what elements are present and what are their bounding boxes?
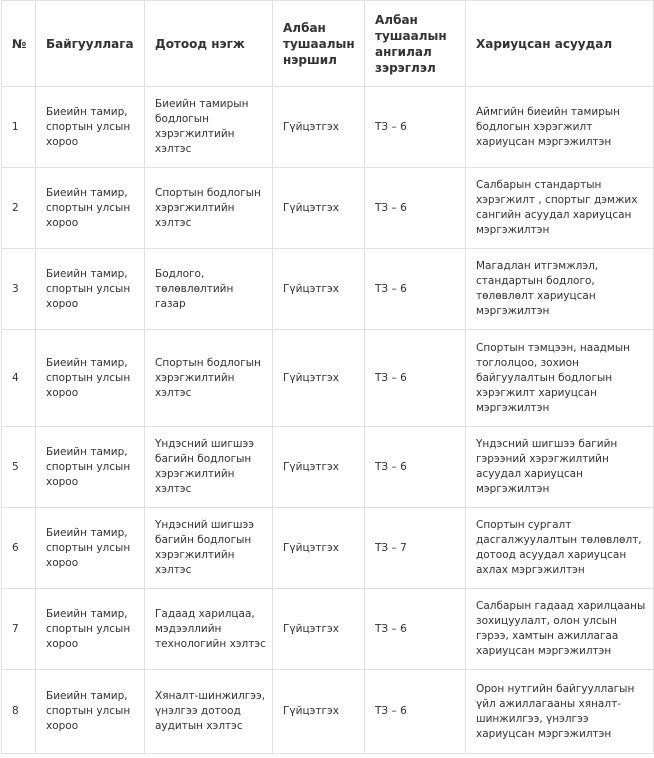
cell-internal-unit: Биеийн тамирын бодлогын хэрэгжилтийн хэлтэс [145, 87, 273, 168]
header-row [2, 1, 654, 87]
table-body [2, 87, 654, 754]
cell-number: 1 [2, 87, 36, 168]
cell-number: 3 [2, 249, 36, 330]
cell-responsibility: Спортын тэмцээн, наадмын тоглолцоо, зохион байгуулалтын бодлогын хэрэгжилт хариуцсан мэргэжилтэн [466, 330, 654, 427]
cell-position-grade: ТЗ – 6 [365, 427, 466, 508]
table-row [2, 330, 654, 427]
header-position-name: Албан тушаалын нэршил [273, 1, 365, 87]
table-row [2, 249, 654, 330]
table-row [2, 589, 654, 670]
table-row [2, 427, 654, 508]
cell-position-grade: ТЗ – 6 [365, 87, 466, 168]
cell-responsibility: Спортын сургалт дасгалжуулалтын төлөвлөлт, дотоод асуудал хариуцсан ахлах мэргэжилтэн [466, 508, 654, 589]
cell-number: 4 [2, 330, 36, 427]
table-row [2, 87, 654, 168]
cell-internal-unit: Спортын бодлогын хэрэгжилтийн хэлтэс [145, 168, 273, 249]
cell-position-name: Гүйцэтгэх [273, 589, 365, 670]
cell-number: 5 [2, 427, 36, 508]
cell-position-name: Гүйцэтгэх [273, 508, 365, 589]
cell-position-grade: ТЗ – 6 [365, 589, 466, 670]
cell-number: 6 [2, 508, 36, 589]
cell-position-name: Гүйцэтгэх [273, 670, 365, 754]
cell-position-name: Гүйцэтгэх [273, 427, 365, 508]
header-position-grade: Албан тушаалын ангилал зэрэглэл [365, 1, 466, 87]
cell-internal-unit: Үндэсний шигшээ багийн бодлогын хэрэгжилтийн хэлтэс [145, 508, 273, 589]
cell-position-grade: ТЗ – 7 [365, 508, 466, 589]
cell-responsibility: Үндэсний шигшээ багийн гэрээний хэрэгжилтийн асуудал хариуцсан мэргэжилтэн [466, 427, 654, 508]
header-responsibility: Хариуцсан асуудал [466, 1, 654, 87]
cell-internal-unit: Үндэсний шигшээ багийн бодлогын хэрэгжилтийн хэлтэс [145, 427, 273, 508]
cell-position-grade: ТЗ – 6 [365, 670, 466, 754]
cell-number: 7 [2, 589, 36, 670]
cell-position-name: Гүйцэтгэх [273, 330, 365, 427]
table-row [2, 508, 654, 589]
header-organization: Байгууллага [36, 1, 145, 87]
positions-table [1, 0, 654, 754]
cell-position-grade: ТЗ – 6 [365, 249, 466, 330]
cell-position-name: Гүйцэтгэх [273, 87, 365, 168]
cell-responsibility: Орон нутгийн байгууллагын үйл ажиллагааны хяналт- шинжилгээ, үнэлгээ хариуцсан мэргэжилтэн [466, 670, 654, 754]
cell-organization: Биеийн тамир, спортын улсын хороо [36, 330, 145, 427]
table-header [2, 1, 654, 87]
cell-internal-unit: Хяналт-шинжилгээ, үнэлгээ дотоод аудитын хэлтэс [145, 670, 273, 754]
cell-position-grade: ТЗ – 6 [365, 330, 466, 427]
cell-responsibility: Аймгийн биеийн тамирын бодлогын хэрэгжилт хариуцсан мэргэжилтэн [466, 87, 654, 168]
cell-organization: Биеийн тамир, спортын улсын хороо [36, 249, 145, 330]
cell-organization: Биеийн тамир, спортын улсын хороо [36, 87, 145, 168]
header-number: № [2, 1, 36, 87]
table-row [2, 670, 654, 754]
cell-position-name: Гүйцэтгэх [273, 249, 365, 330]
cell-organization: Биеийн тамир, спортын улсын хороо [36, 168, 145, 249]
cell-organization: Биеийн тамир, спортын улсын хороо [36, 670, 145, 754]
cell-internal-unit: Бодлого, төлөвлөлтийн газар [145, 249, 273, 330]
cell-organization: Биеийн тамир, спортын улсын хороо [36, 508, 145, 589]
cell-organization: Биеийн тамир, спортын улсын хороо [36, 589, 145, 670]
cell-number: 2 [2, 168, 36, 249]
cell-internal-unit: Спортын бодлогын хэрэгжилтийн хэлтэс [145, 330, 273, 427]
table-row [2, 168, 654, 249]
cell-position-grade: ТЗ – 6 [365, 168, 466, 249]
cell-responsibility: Магадлан итгэмжлэл, стандартын бодлого, төлөвлөлт хариуцсан мэргэжилтэн [466, 249, 654, 330]
header-internal-unit: Дотоод нэгж [145, 1, 273, 87]
cell-responsibility: Салбарын стандартын хэрэгжилт , спортыг дэмжих сангийн асуудал хариуцсан мэргэжилтэн [466, 168, 654, 249]
cell-organization: Биеийн тамир, спортын улсын хороо [36, 427, 145, 508]
cell-responsibility: Салбарын гадаад харилцааны зохицуулалт, олон улсын гэрээ, хамтын ажиллагаа хариуцсан мэргэжилтэн [466, 589, 654, 670]
cell-internal-unit: Гадаад харилцаа, мэдээллийн технологийн хэлтэс [145, 589, 273, 670]
cell-number: 8 [2, 670, 36, 754]
cell-position-name: Гүйцэтгэх [273, 168, 365, 249]
